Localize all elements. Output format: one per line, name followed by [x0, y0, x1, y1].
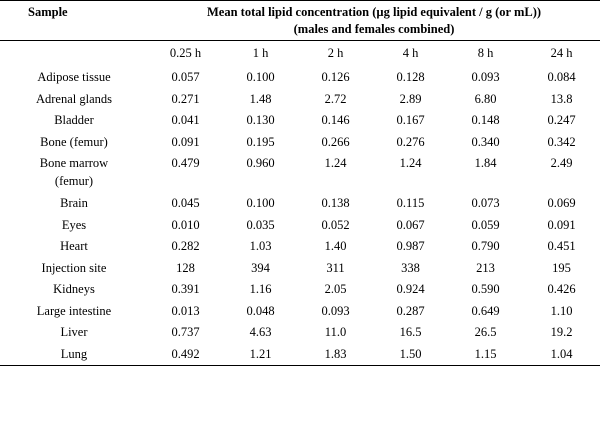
row-value: 0.195: [246, 134, 275, 149]
row-value: 0.073: [471, 196, 500, 210]
row-value: 0.041: [171, 113, 200, 127]
row-label: Lung: [60, 346, 88, 361]
column-header-2: 2 h: [327, 46, 344, 60]
table-row: [0, 300, 600, 322]
row-value: 0.067: [396, 217, 425, 232]
row-label: Bone (femur): [40, 134, 108, 149]
table-header-row-2: [0, 23, 600, 41]
row-value: 1.03: [249, 239, 272, 253]
row-value: 0.266: [321, 134, 350, 149]
header-title-line2: (males and females combined): [293, 21, 455, 36]
table-row: [0, 214, 600, 236]
row-value-blank: [148, 174, 223, 193]
row-value: 0.247: [547, 113, 576, 127]
row-value: 0.790: [471, 239, 500, 253]
row-value: 2.72: [324, 91, 347, 106]
row-value: 1.40: [324, 239, 347, 253]
column-header-1: 1 h: [252, 46, 269, 60]
row-value: 1.48: [249, 91, 272, 106]
row-label: Injection site: [41, 260, 107, 275]
row-label: Heart: [60, 239, 88, 253]
row-label: Eyes: [61, 217, 87, 232]
row-value: 0.059: [471, 217, 500, 232]
row-value: 0.340: [471, 134, 500, 149]
row-label: Adrenal glands: [35, 91, 113, 106]
row-value: 0.091: [171, 134, 200, 149]
row-label: Bladder: [54, 113, 94, 127]
row-value: 26.5: [474, 325, 497, 339]
table-row: [0, 236, 600, 258]
row-value: 1.21: [249, 346, 272, 361]
row-value-blank: [523, 174, 600, 193]
row-value: 128: [176, 260, 195, 275]
row-label: Kidneys: [53, 282, 95, 296]
timepoint-header-blank: [0, 41, 148, 67]
row-value: 0.987: [396, 239, 425, 253]
row-value: 0.342: [547, 134, 576, 149]
row-value: 1.15: [474, 346, 497, 361]
row-label: Brain: [60, 196, 88, 210]
row-value: 0.649: [471, 303, 500, 318]
row-label: Large intestine: [36, 303, 112, 318]
table-row: [0, 322, 600, 344]
row-value: 0.010: [171, 217, 200, 232]
row-value: 195: [552, 260, 571, 275]
row-value: 1.24: [324, 156, 347, 170]
row-value: 0.271: [171, 91, 200, 106]
row-value: 0.126: [321, 70, 350, 84]
row-value: 311: [326, 260, 345, 275]
table-row: [0, 131, 600, 153]
row-value: 0.045: [171, 196, 200, 210]
row-value: 0.035: [246, 217, 275, 232]
row-value: 0.426: [547, 282, 576, 296]
row-value: 394: [251, 260, 270, 275]
header-spacer-cell: [0, 23, 148, 41]
column-header-5: 24 h: [550, 46, 573, 60]
row-value: 0.138: [321, 196, 350, 210]
row-value: 1.16: [249, 282, 272, 296]
row-value: 0.479: [171, 156, 200, 170]
row-value: 19.2: [550, 325, 573, 339]
table-row: [0, 110, 600, 132]
row-label: Bone marrow: [39, 156, 109, 170]
row-value: 2.89: [399, 91, 422, 106]
row-value-blank: [223, 174, 298, 193]
row-value: 0.057: [171, 70, 200, 84]
column-header-0: 0.25 h: [169, 46, 202, 60]
row-value: 0.069: [547, 196, 576, 210]
row-value-blank: [373, 174, 448, 193]
row-value: 0.091: [547, 217, 576, 232]
row-value: 0.115: [396, 196, 425, 210]
row-value: 0.013: [171, 303, 200, 318]
row-value: 2.49: [550, 156, 573, 170]
row-value: 0.167: [396, 113, 425, 127]
table-row: [0, 153, 600, 175]
table-row: [0, 193, 600, 215]
row-value: 0.093: [471, 70, 500, 84]
row-value-blank: [298, 174, 373, 193]
column-header-3: 4 h: [402, 46, 419, 60]
row-value: 0.282: [171, 239, 200, 253]
row-value: 0.960: [246, 156, 275, 170]
row-value: 0.084: [547, 70, 576, 84]
table-row: [0, 257, 600, 279]
table-row: [0, 343, 600, 365]
row-value: 0.924: [396, 282, 425, 296]
header-sample-label: Sample: [28, 5, 68, 19]
column-header-4: 8 h: [477, 46, 494, 60]
row-value: 1.83: [324, 346, 347, 361]
table-header-row-1: [0, 1, 600, 23]
table-row: [0, 67, 600, 89]
row-value: 1.10: [550, 303, 573, 318]
table-row: [0, 279, 600, 301]
row-value: 0.146: [321, 113, 350, 127]
row-value: 0.391: [171, 282, 200, 296]
row-value: 0.130: [246, 113, 275, 127]
row-label-continuation: (femur): [54, 174, 94, 188]
row-value: 1.84: [474, 156, 497, 170]
table-timepoint-header-row: [0, 41, 600, 67]
row-value: 0.737: [171, 325, 200, 339]
row-value: 13.8: [550, 91, 573, 106]
row-value: 338: [401, 260, 420, 275]
table-row: [0, 88, 600, 110]
row-value: 0.590: [471, 282, 500, 296]
row-value: 0.052: [321, 217, 350, 232]
row-label: Adipose tissue: [37, 70, 111, 84]
row-value: 11.0: [324, 325, 347, 339]
row-value: 0.492: [171, 346, 200, 361]
row-value: 2.05: [324, 282, 347, 296]
row-value: 0.287: [396, 303, 425, 318]
row-value: 0.276: [396, 134, 425, 149]
row-value: 0.100: [246, 196, 275, 210]
row-value: 0.093: [321, 303, 350, 318]
row-value: 0.100: [246, 70, 275, 84]
row-value: 0.148: [471, 113, 500, 127]
row-value: 4.63: [249, 325, 272, 339]
row-value-blank: [448, 174, 523, 193]
table-row-continuation: [0, 174, 600, 193]
row-value: 0.048: [246, 303, 275, 318]
row-value: 1.50: [399, 346, 422, 361]
row-value: 6.80: [474, 91, 497, 106]
row-value: 1.24: [399, 156, 422, 170]
row-value: 0.128: [396, 70, 425, 84]
header-title-line1: Mean total lipid concentration (µg lipid equivalent / g (or mL)): [206, 5, 542, 19]
row-value: 1.04: [550, 346, 573, 361]
row-value: 213: [476, 260, 495, 275]
row-label: Liver: [60, 325, 88, 339]
row-value: 16.5: [399, 325, 422, 339]
row-value: 0.451: [547, 239, 576, 253]
